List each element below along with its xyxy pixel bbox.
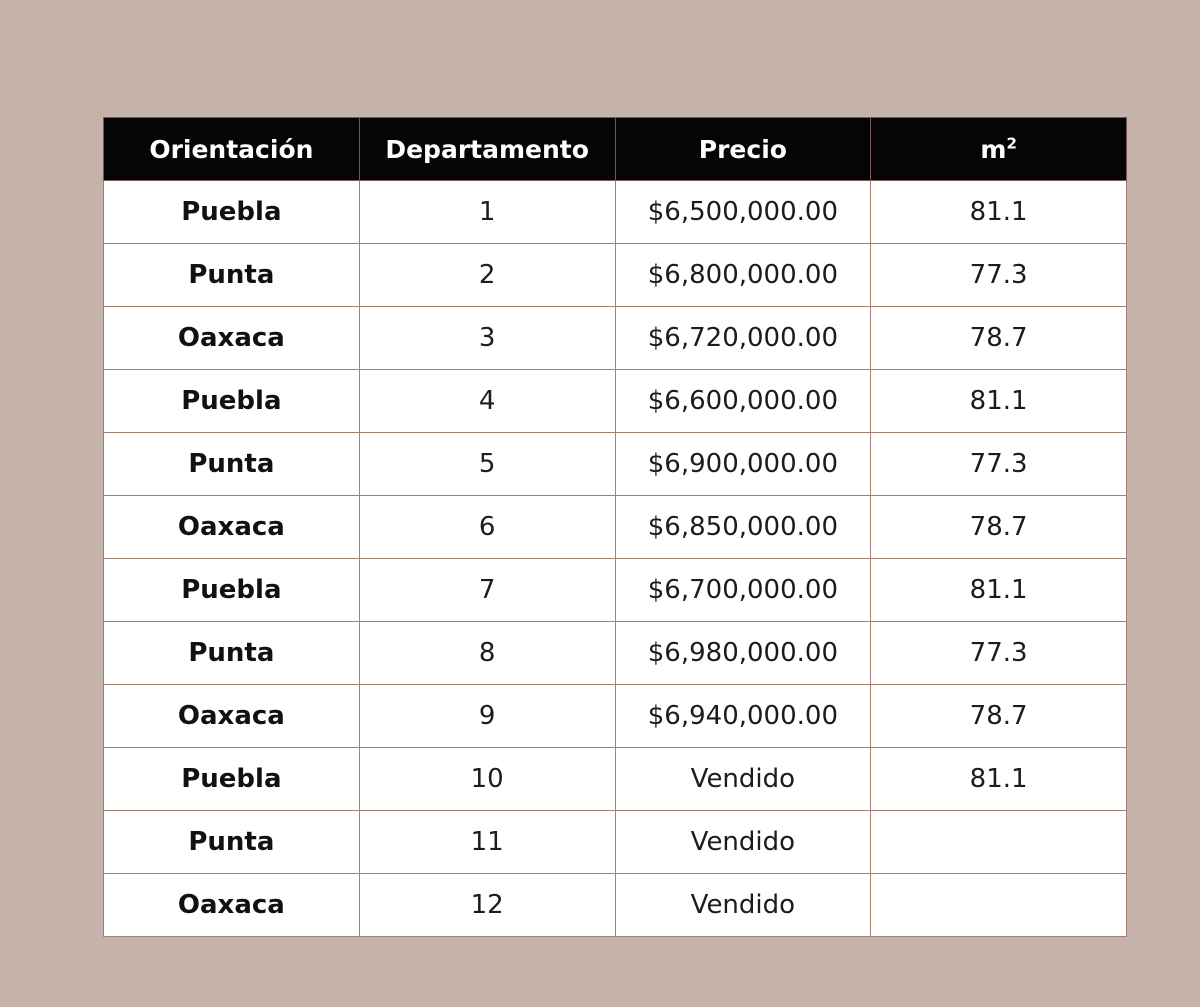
cell-precio: $6,600,000.00 xyxy=(615,370,871,433)
price-table-container xyxy=(103,117,1127,926)
cell-precio: $6,800,000.00 xyxy=(615,244,871,307)
cell-departamento: 1 xyxy=(359,181,615,244)
cell-orientacion: Oaxaca xyxy=(104,685,360,748)
table-row xyxy=(104,811,1127,874)
table-row xyxy=(104,307,1127,370)
cell-m2: 78.7 xyxy=(871,307,1127,370)
cell-precio: Vendido xyxy=(615,748,871,811)
cell-departamento: 9 xyxy=(359,685,615,748)
header-area-base: m xyxy=(980,134,1007,164)
table-row xyxy=(104,685,1127,748)
table-row xyxy=(104,244,1127,307)
table-row xyxy=(104,622,1127,685)
table-row xyxy=(104,370,1127,433)
cell-orientacion: Oaxaca xyxy=(104,307,360,370)
cell-departamento: 4 xyxy=(359,370,615,433)
table-body xyxy=(104,181,1127,937)
table-row xyxy=(104,181,1127,244)
cell-orientacion: Punta xyxy=(104,811,360,874)
cell-precio: $6,850,000.00 xyxy=(615,496,871,559)
cell-m2: 77.3 xyxy=(871,622,1127,685)
cell-m2: 77.3 xyxy=(871,244,1127,307)
cell-departamento: 7 xyxy=(359,559,615,622)
cell-m2: 81.1 xyxy=(871,370,1127,433)
cell-precio: $6,980,000.00 xyxy=(615,622,871,685)
header-area-superscript: 2 xyxy=(1006,134,1017,153)
table-row xyxy=(104,559,1127,622)
cell-m2: 78.7 xyxy=(871,496,1127,559)
cell-orientacion: Punta xyxy=(104,622,360,685)
cell-m2: 77.3 xyxy=(871,433,1127,496)
cell-departamento: 5 xyxy=(359,433,615,496)
cell-orientacion: Puebla xyxy=(104,559,360,622)
header-orientacion: Orientación xyxy=(104,118,360,181)
header-precio: Precio xyxy=(615,118,871,181)
table-row xyxy=(104,874,1127,937)
cell-m2: 78.7 xyxy=(871,685,1127,748)
cell-precio: $6,720,000.00 xyxy=(615,307,871,370)
cell-precio: Vendido xyxy=(615,811,871,874)
cell-departamento: 6 xyxy=(359,496,615,559)
table-header xyxy=(104,118,1127,181)
cell-orientacion: Punta xyxy=(104,433,360,496)
cell-precio: $6,900,000.00 xyxy=(615,433,871,496)
cell-orientacion: Oaxaca xyxy=(104,874,360,937)
cell-orientacion: Punta xyxy=(104,244,360,307)
header-row xyxy=(104,118,1127,181)
cell-orientacion: Puebla xyxy=(104,181,360,244)
header-departamento: Departamento xyxy=(359,118,615,181)
cell-orientacion: Puebla xyxy=(104,748,360,811)
cell-precio: $6,700,000.00 xyxy=(615,559,871,622)
cell-departamento: 8 xyxy=(359,622,615,685)
cell-precio: $6,940,000.00 xyxy=(615,685,871,748)
cell-m2: 81.1 xyxy=(871,559,1127,622)
cell-m2 xyxy=(871,811,1127,874)
table-row xyxy=(104,433,1127,496)
header-area xyxy=(871,118,1127,181)
table-row xyxy=(104,748,1127,811)
cell-departamento: 10 xyxy=(359,748,615,811)
cell-departamento: 3 xyxy=(359,307,615,370)
cell-departamento: 2 xyxy=(359,244,615,307)
cell-departamento: 12 xyxy=(359,874,615,937)
cell-orientacion: Oaxaca xyxy=(104,496,360,559)
cell-m2 xyxy=(871,874,1127,937)
table-row xyxy=(104,496,1127,559)
cell-precio: $6,500,000.00 xyxy=(615,181,871,244)
price-table xyxy=(103,117,1127,937)
cell-m2: 81.1 xyxy=(871,748,1127,811)
cell-orientacion: Puebla xyxy=(104,370,360,433)
cell-m2: 81.1 xyxy=(871,181,1127,244)
cell-departamento: 11 xyxy=(359,811,615,874)
cell-precio: Vendido xyxy=(615,874,871,937)
